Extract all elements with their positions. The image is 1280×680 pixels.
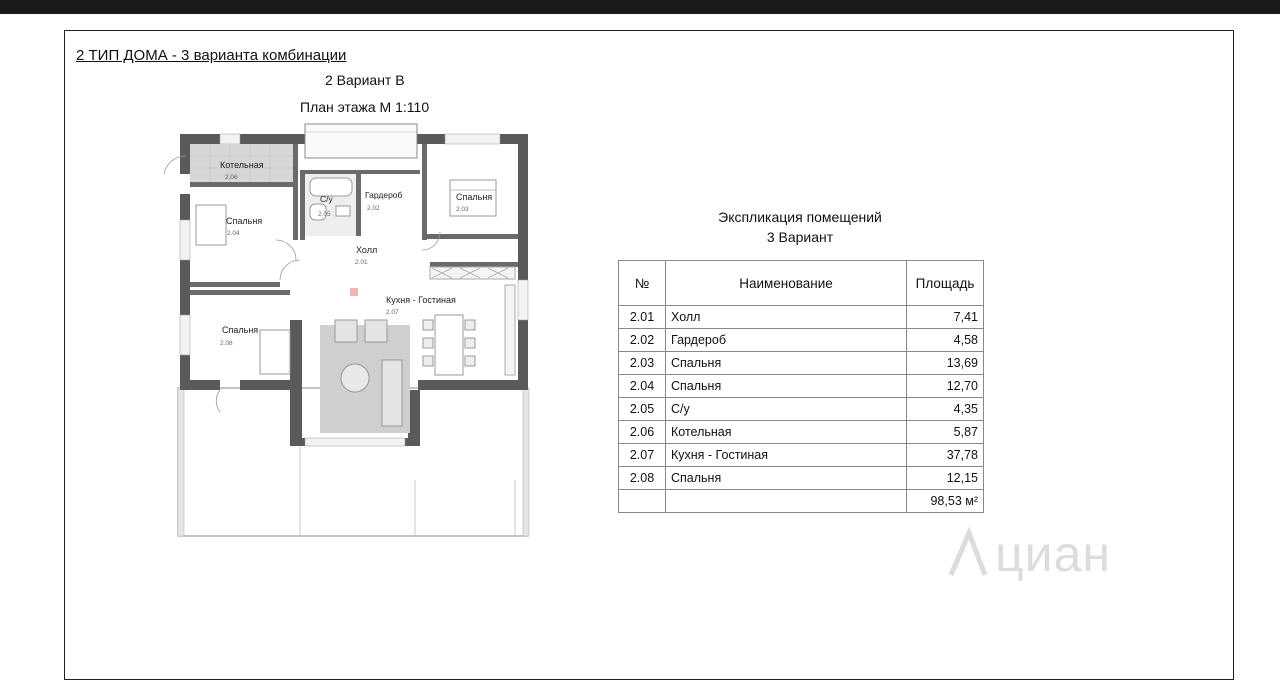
room-label: Спальня — [222, 325, 259, 335]
room-label: Гардероб — [365, 190, 403, 200]
top-bar — [0, 0, 1280, 14]
room-name: Котельная — [666, 421, 907, 444]
room-number: 2.06 — [619, 421, 666, 444]
room-name: Гардероб — [666, 329, 907, 352]
room-code: 2.07 — [386, 309, 399, 316]
table-header-row — [619, 261, 984, 306]
column-header-name: Наименование — [666, 261, 907, 306]
room-name: Спальня — [666, 352, 907, 375]
room-code: 2.02 — [367, 205, 380, 212]
table-total-row — [619, 490, 984, 513]
room-code: 2.03 — [456, 206, 469, 213]
room-number: 2.03 — [619, 352, 666, 375]
room-label: Котельная — [220, 160, 264, 170]
table-row — [619, 375, 984, 398]
variant-label: 2 Вариант В — [325, 72, 405, 88]
room-number: 2.05 — [619, 398, 666, 421]
table-row — [619, 444, 984, 467]
room-name: С/у — [666, 398, 907, 421]
room-name: Спальня — [666, 375, 907, 398]
room-name: Холл — [666, 306, 907, 329]
room-area: 12,15 — [907, 467, 984, 490]
room-number: 2.08 — [619, 467, 666, 490]
room-label: Холл — [356, 245, 378, 255]
table-row — [619, 306, 984, 329]
room-label: Спальня — [456, 192, 493, 202]
scale-label: План этажа М 1:110 — [300, 99, 430, 115]
room-name: Кухня - Гостиная — [666, 444, 907, 467]
cian-house-icon — [945, 525, 993, 585]
room-label: Спальня — [226, 216, 263, 226]
room-area: 37,78 — [907, 444, 984, 467]
room-code: 2.01 — [355, 259, 368, 266]
room-code: 2.04 — [227, 230, 240, 237]
room-area: 7,41 — [907, 306, 984, 329]
total-area: 98,53 м² — [907, 490, 984, 513]
column-header-no: № — [619, 261, 666, 306]
table-row — [619, 398, 984, 421]
explication-title — [640, 207, 960, 247]
room-name: Спальня — [666, 467, 907, 490]
table-row — [619, 329, 984, 352]
total-empty-cell — [619, 490, 666, 513]
floor-plan — [160, 120, 540, 540]
room-area: 12,70 — [907, 375, 984, 398]
room-code: 2.06 — [225, 174, 238, 181]
room-number: 2.02 — [619, 329, 666, 352]
room-number: 2.04 — [619, 375, 666, 398]
room-label: Кухня - Гостиная — [386, 295, 456, 305]
room-area: 4,35 — [907, 398, 984, 421]
watermark-text: циан — [995, 526, 1111, 582]
room-area: 13,69 — [907, 352, 984, 375]
column-header-area: Площадь — [907, 261, 984, 306]
explication-table — [618, 260, 984, 513]
room-code: 2.05 — [318, 211, 331, 218]
explication-title-line1: Экспликация помещений — [718, 209, 882, 225]
total-empty-cell — [666, 490, 907, 513]
room-area: 4,58 — [907, 329, 984, 352]
room-code: 2.08 — [220, 340, 233, 347]
page-title: 2 ТИП ДОМА - 3 варианта комбинации — [76, 47, 347, 64]
room-area: 5,87 — [907, 421, 984, 444]
table-row — [619, 421, 984, 444]
room-number: 2.01 — [619, 306, 666, 329]
table-row — [619, 467, 984, 490]
explication-title-line2: 3 Вариант — [766, 229, 834, 245]
room-label: С/у — [320, 194, 333, 204]
table-row — [619, 352, 984, 375]
room-number: 2.07 — [619, 444, 666, 467]
